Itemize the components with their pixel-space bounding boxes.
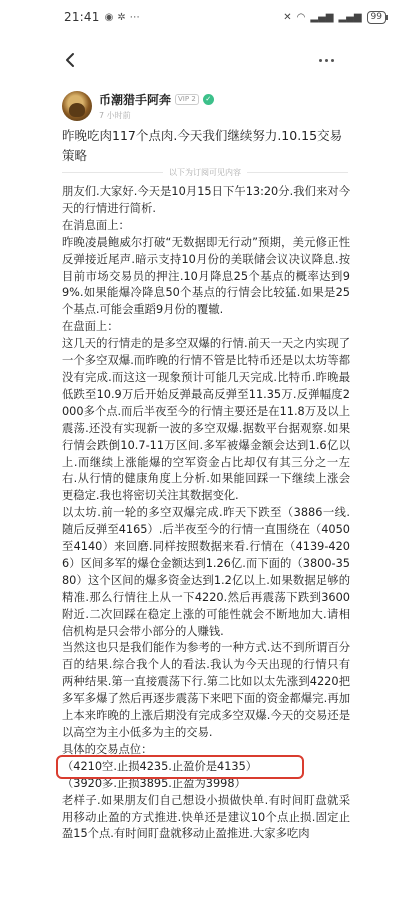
- article-body: [62, 184, 350, 843]
- back-button[interactable]: [60, 48, 80, 72]
- article-closing: 老样子.如果朋友们自己想设小损做快单.有时间盯盘就采用移动止盈的方式推进.快单还是建议10个点止损.固定止盈15个点.有时间盯盘就移动止盈推进.大家多吃肉: [62, 793, 350, 841]
- author-name[interactable]: 币潮猎手阿奔: [99, 93, 172, 107]
- post-title: 昨晚吃肉117个点肉.今天我们继续努力.10.15交易策略: [62, 128, 343, 163]
- author-header[interactable]: [62, 88, 362, 124]
- article-paragraph: 具体的交易点位：: [62, 742, 153, 756]
- article-paragraph: 昨晚凌晨鲍威尔打破“无数据即无行动”预期，美元修正性反弹接近尾声.暗示支持10月份的美联储会议决议降息.按目前市场交易员的押注.10月降息25个基点的概率达到99%.如果能爆冷降息50个基点的行情会比较猛.如果是25个基点.可能会重蹈9月份的覆辙.: [62, 235, 350, 317]
- ellipsis-icon: [319, 59, 322, 62]
- trade-point-highlighted: [62, 759, 350, 776]
- vip-badge: VIP 2: [175, 94, 199, 105]
- signal-icon: ▂▄▆: [310, 11, 334, 23]
- nav-bar: [0, 40, 406, 84]
- divider-line: [247, 172, 348, 173]
- chevron-left-icon: [65, 52, 75, 68]
- divider-line: [62, 172, 163, 173]
- eye-icon: ◉: [104, 11, 114, 23]
- more-options-button[interactable]: [314, 50, 338, 70]
- trade-point-2: （3920多.止损3895.止盈为3998）: [62, 776, 246, 790]
- verified-icon: ✓: [203, 94, 214, 105]
- avatar[interactable]: [62, 91, 92, 121]
- article-paragraph: 当然这也只是我们能作为参考的一种方式.达不到所谓百分百的结果.综合我个人的看法.我认为今天出现的行情只有两种结果.第一直接震荡下行.第二比如以太先涨到4220把多军多爆了然后再逐步震荡下来吧下面的资金都爆完.再加上本来昨晚的上涨后期没有完成多空双爆.今天的交易还是以高空为主小低多为主的交易.: [62, 641, 350, 739]
- trade-point-1: （4210空.止损4235.止盈价是4135）: [62, 759, 258, 773]
- article-paragraph: 在消息面上：: [62, 218, 130, 232]
- subscriber-divider: [62, 166, 348, 178]
- status-left-icons: [105, 12, 140, 23]
- mute-icon: ✕: [283, 11, 292, 23]
- article-paragraph: 以太坊.前一轮的多空双爆完成.昨天下跌至（3886一线.随后反弹至4165）.后半夜至今的行情一直围绕在（4050至4140）来回磨.同样按照数据来看.行情在（4139-4206）区间多军的爆仓金额达到1.26亿.而下面的（3800-3580）这个区间的爆多资金达到1.2亿以上.如果数据足够的精准.那么行情往上从一下4220.然后再震荡下跌到3600附近.二次回踩在稳定上涨的可能性就会不断地加大.请相信机构是只会带小部分的人赚钱.: [62, 506, 350, 638]
- status-bar: [0, 0, 406, 34]
- post-time: 7 小时前: [99, 111, 131, 120]
- status-right-icons: [283, 11, 386, 24]
- battery-icon: 99: [367, 11, 386, 24]
- settings-icon: ✲: [117, 11, 126, 23]
- signal-icon-2: ▂▄▆: [338, 11, 362, 23]
- article-paragraph: 朋友们.大家好.今天是10月15日下午13:20分.我们来对今天的行情进行简析.: [62, 185, 350, 215]
- article-paragraph: 在盘面上：: [62, 320, 119, 334]
- wifi-icon: ◠: [296, 11, 306, 23]
- dots-icon: ⋯: [129, 11, 140, 23]
- status-time: 21:41: [64, 10, 100, 24]
- author-meta: [99, 91, 214, 121]
- article-paragraph: 这几天的行情走的是多空双爆的行情.前天一天之内实现了一个多空双爆.而昨晚的行情不管是比特币还是以太坊等都没有完成.而这这一现象预计可能几天完成.比特币.昨晚最低跌至10.9万后开始反弹最高反弹至11.35万.反弹幅度2000多个点.而后半夜至今的行情主要还是在11.8万及以上震荡.还没有实现新一波的多空双爆.据数平台据观察.如果行情会跌倒10.7-11万区间.多军被爆金额会达到1.6亿以上.而继续上涨能爆的空军资金占比却仅有其三分之一左右.从行情的健康角度上分析.如果能回踩一下继续上涨会更稳定.我也将密切关注其数据变化.: [62, 337, 350, 503]
- subscriber-notice: 以下为订阅可见内容: [169, 167, 241, 177]
